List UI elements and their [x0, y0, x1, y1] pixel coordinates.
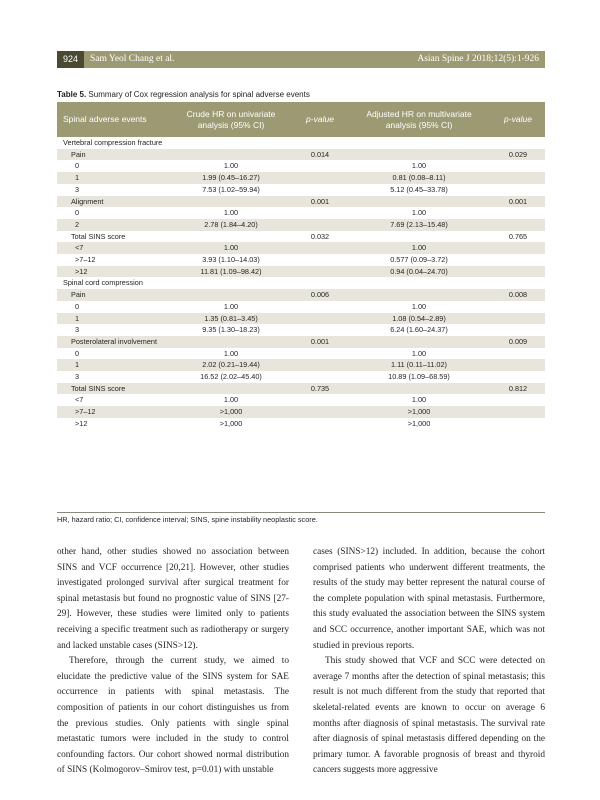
table-row: [57, 184, 545, 196]
table-row: [57, 406, 545, 418]
cell-p-crude: 0.032: [310, 231, 330, 241]
cell-adjusted-hr: [347, 231, 491, 243]
table-row: [57, 324, 545, 336]
cell-p-crude: [293, 418, 347, 430]
cell-p-adjusted: [491, 301, 545, 313]
cell-crude-hr: 9.35 (1.30–18.23): [202, 325, 260, 335]
cell-p-crude: [293, 266, 347, 278]
col-header-events: Spinal adverse events: [57, 102, 169, 137]
table-row: [57, 231, 545, 243]
table-body: [57, 137, 545, 430]
cell-p-adjusted: 0.001: [491, 196, 545, 208]
cell-p-crude: [293, 184, 347, 196]
cell-crude-hr: >1,000: [219, 418, 243, 428]
cell-p-crude: [293, 137, 347, 149]
table-row: [57, 289, 545, 301]
table-row: [57, 149, 545, 161]
cell-label: 3: [75, 325, 80, 335]
table-row: [57, 266, 545, 278]
running-author: Sam Yeol Chang et al.: [90, 54, 175, 64]
cell-label: 0: [75, 208, 80, 218]
cell-p-adjusted: [491, 219, 545, 231]
cell-adjusted-hr: 1.00: [411, 161, 427, 171]
cell-adjusted-hr: [347, 336, 491, 348]
cell-label: Alignment: [57, 196, 169, 208]
cell-p-adjusted: [491, 207, 545, 219]
cell-label: <7: [57, 242, 169, 254]
cell-p-crude: [293, 406, 347, 418]
cell-p-adjusted: [491, 371, 545, 383]
cell-p-crude: [293, 242, 347, 254]
cell-p-crude: [293, 313, 347, 325]
table-row: [57, 160, 545, 172]
cell-label: <7: [75, 395, 84, 405]
cell-crude-hr: [169, 231, 293, 243]
table-row: [57, 196, 545, 208]
table-row: [57, 418, 545, 430]
cell-p-adjusted: [491, 394, 545, 406]
cell-crude-hr: [169, 336, 293, 348]
table-row: [57, 383, 545, 395]
cell-p-crude: 0.014: [293, 149, 347, 161]
cell-adjusted-hr: [347, 149, 491, 161]
body-paragraph: This study showed that VCF and SCC were detected on average 7 months after the detection of spinal metastasis; this result is not much different from the study that reported that skeletal-related events are known to occur on average 6 months after diagnosis of spinal metastasis. The survival rate after diagnosis of spinal metastasis differed depending on the primary tumor. A favorable prognosis of breast and thyroid cancers suggests more aggressive: [313, 656, 545, 776]
cell-p-adjusted: [491, 418, 545, 430]
cell-p-adjusted: [491, 137, 545, 149]
cell-p-adjusted: [491, 160, 545, 172]
cell-adjusted-hr: 1.00: [411, 348, 427, 358]
table-caption: [57, 90, 310, 99]
cell-p-crude: [293, 359, 347, 371]
cox-regression-table: [57, 102, 545, 430]
table-row: [57, 277, 545, 289]
cell-p-crude: [293, 348, 347, 360]
cell-p-crude: [293, 172, 347, 184]
cell-adjusted-hr: 5.12 (0.45–33.78): [390, 184, 448, 194]
page-number: 924: [57, 51, 84, 68]
cell-p-adjusted: [491, 406, 545, 418]
table-footnote: HR, hazard ratio; CI, confidence interval; SINS, spine instability neoplastic score.: [57, 515, 318, 524]
cell-p-adjusted: 0.009: [491, 336, 545, 348]
table-row: [57, 313, 545, 325]
cell-label: >12: [75, 418, 88, 428]
cell-crude-hr: 16.52 (2.02–45.40): [200, 372, 262, 382]
cell-p-adjusted: [491, 313, 545, 325]
table-row: [57, 242, 545, 254]
cell-crude-hr: 2.02 (0.21–19.44): [169, 359, 293, 371]
table-caption-text: Summary of Cox regression analysis for spinal adverse events: [86, 90, 310, 99]
table-row: [57, 348, 545, 360]
cell-crude-hr: [169, 196, 293, 208]
cell-adjusted-hr: 1.08 (0.54–2.89): [347, 313, 491, 325]
cell-adjusted-hr: [347, 196, 491, 208]
cell-p-crude: 0.001: [293, 196, 347, 208]
cell-p-crude: [293, 160, 347, 172]
cell-label: 3: [75, 184, 80, 194]
running-header: [57, 51, 545, 68]
cell-adjusted-hr: 1.00: [347, 242, 491, 254]
table-row: [57, 359, 545, 371]
cell-crude-hr: 11.81 (1.09–98.42): [169, 266, 293, 278]
table-row: [57, 394, 545, 406]
cell-label: 1: [57, 172, 169, 184]
cell-p-crude: 0.001: [293, 336, 347, 348]
cell-crude-hr: [169, 149, 293, 161]
cell-p-adjusted: 0.765: [508, 231, 528, 241]
cell-label: Pain: [57, 149, 169, 161]
cell-label: 2: [57, 219, 169, 231]
cell-p-adjusted: [491, 324, 545, 336]
cell-crude-hr: 1.99 (0.45–16.27): [169, 172, 293, 184]
cell-adjusted-hr: 0.81 (0.08–8.11): [347, 172, 491, 184]
cell-label: >7–12: [75, 255, 96, 265]
col-header-adjusted-hr: Adjusted HR on multivariate analysis (95% CI): [347, 102, 491, 137]
cell-adjusted-hr: 10.89 (1.09–68.59): [388, 372, 450, 382]
cell-p-crude: [293, 371, 347, 383]
cell-crude-hr: 1.00: [169, 242, 293, 254]
table-row: [57, 137, 545, 149]
cell-p-adjusted: [491, 172, 545, 184]
cell-label: Posterolateral involvement: [57, 336, 169, 348]
body-paragraph: cases (SINS>12) included. In addition, because the cohort comprised patients who underwent different treatments, the results of the study may better represent the natural course of the complete population with spinal metastasis. Furthermore, this study evaluated the association between the SINS system and SCC occurrence, another important SAE, which was not studied in previous reports.: [313, 547, 545, 651]
body-paragraph: Therefore, through the current study, we aimed to elucidate the predictive value of the SINS system for SAE occurrence in patients with spinal metastasis. The composition of patients in our cohort distinguishes us from the previous studies. Only patients with single spinal metastatic tumors were included in the study to control confounding factors. Our cohort showed normal distribution of SINS (Kolmogorov–Smirov test, p=0.01) with unstable: [57, 656, 289, 776]
cell-label: Vertebral compression fracture: [63, 138, 163, 147]
cell-crude-hr: 3.93 (1.10–14.03): [202, 255, 260, 265]
table-row: [57, 371, 545, 383]
cell-label: 3: [75, 372, 80, 382]
cell-p-crude: [293, 254, 347, 266]
cell-p-adjusted: [491, 359, 545, 371]
table-row: [57, 207, 545, 219]
cell-p-crude: 0.006: [293, 289, 347, 301]
cell-label: Pain: [57, 289, 169, 301]
cell-p-crude: [293, 277, 347, 289]
table-row: [57, 336, 545, 348]
cell-crude-hr: 1.00: [223, 301, 239, 311]
cell-adjusted-hr: 0.94 (0.04–24.70): [347, 266, 491, 278]
cell-label: Total SINS score: [57, 383, 169, 395]
col-header-p-value-crude: p-value: [293, 102, 347, 137]
body-paragraph: other hand, other studies showed no association between SINS and VCF occurrence [20,21]. However, other studies investigated prolonged survival after surgical treatment for spinal metastasis but found no prognostic value of SINS [27-29]. However, these studies were limited only to patients receiving a specific treatment such as radiotherapy or surgery and lacked unstable cases (SINS>12).: [57, 547, 289, 651]
table-row: [57, 254, 545, 266]
cell-crude-hr: >1,000: [169, 406, 293, 418]
cell-p-crude: [293, 324, 347, 336]
cell-p-adjusted: [491, 254, 545, 266]
cell-p-adjusted: 0.812: [491, 383, 545, 395]
table-row: [57, 301, 545, 313]
table-row: [57, 219, 545, 231]
journal-citation: Asian Spine J 2018;12(5):1-926: [417, 54, 539, 64]
cell-p-adjusted: 0.029: [491, 149, 545, 161]
cell-adjusted-hr: 1.00: [411, 395, 427, 405]
body-column-left: [57, 545, 289, 779]
cell-label: >7–12: [57, 406, 169, 418]
cell-adjusted-hr: [347, 277, 491, 289]
cell-adjusted-hr: 1.11 (0.11–11.02): [347, 359, 491, 371]
cell-p-adjusted: [491, 266, 545, 278]
cell-label: 0: [75, 348, 80, 358]
cell-p-adjusted: [491, 184, 545, 196]
cell-crude-hr: 2.78 (1.84–4.20): [169, 219, 293, 231]
cell-crude-hr: 1.00: [223, 348, 239, 358]
table-header-row: [57, 102, 545, 137]
cell-p-crude: [293, 301, 347, 313]
cell-label: 1: [57, 313, 169, 325]
cell-label: Spinal cord compression: [63, 278, 143, 288]
cell-crude-hr: 1.00: [223, 161, 239, 171]
cell-adjusted-hr: 0.577 (0.09–3.72): [390, 255, 448, 265]
cell-adjusted-hr: >1,000: [347, 406, 491, 418]
cell-label: >12: [57, 266, 169, 278]
cell-label: 1: [57, 359, 169, 371]
table-caption-label: Table 5.: [57, 90, 87, 99]
cell-crude-hr: [169, 383, 293, 395]
cell-adjusted-hr: [347, 137, 491, 149]
cell-adjusted-hr: 1.00: [411, 208, 427, 218]
cell-crude-hr: 1.00: [223, 395, 239, 405]
cell-p-adjusted: 0.008: [491, 289, 545, 301]
cell-p-adjusted: [491, 242, 545, 254]
cell-p-crude: 0.735: [293, 383, 347, 395]
cell-p-adjusted: [491, 277, 545, 289]
cell-crude-hr: [169, 289, 293, 301]
cell-label: Total SINS score: [71, 231, 126, 241]
cell-adjusted-hr: 6.24 (1.60–24.37): [390, 325, 448, 335]
cell-crude-hr: [169, 137, 293, 149]
table-bottom-rule: [57, 512, 545, 513]
cell-adjusted-hr: 1.00: [411, 301, 427, 311]
col-header-crude-hr: Crude HR on univariate analysis (95% CI): [169, 102, 293, 137]
table-row: [57, 172, 545, 184]
cell-adjusted-hr: >1,000: [407, 418, 431, 428]
cell-adjusted-hr: 7.69 (2.13–15.48): [347, 219, 491, 231]
body-column-right: [313, 545, 545, 779]
cell-crude-hr: [169, 277, 293, 289]
cell-adjusted-hr: [347, 289, 491, 301]
cell-crude-hr: 1.00: [223, 208, 239, 218]
col-header-p-value-adjusted: p-value: [491, 102, 545, 137]
cell-label: 0: [75, 161, 80, 171]
cell-adjusted-hr: [347, 383, 491, 395]
cell-p-crude: [293, 394, 347, 406]
cell-p-crude: [293, 219, 347, 231]
cell-crude-hr: 7.53 (1.02–59.94): [202, 184, 260, 194]
cell-label: 0: [75, 301, 80, 311]
cell-p-adjusted: [491, 348, 545, 360]
cell-p-crude: [293, 207, 347, 219]
cell-crude-hr: 1.35 (0.81–3.45): [169, 313, 293, 325]
